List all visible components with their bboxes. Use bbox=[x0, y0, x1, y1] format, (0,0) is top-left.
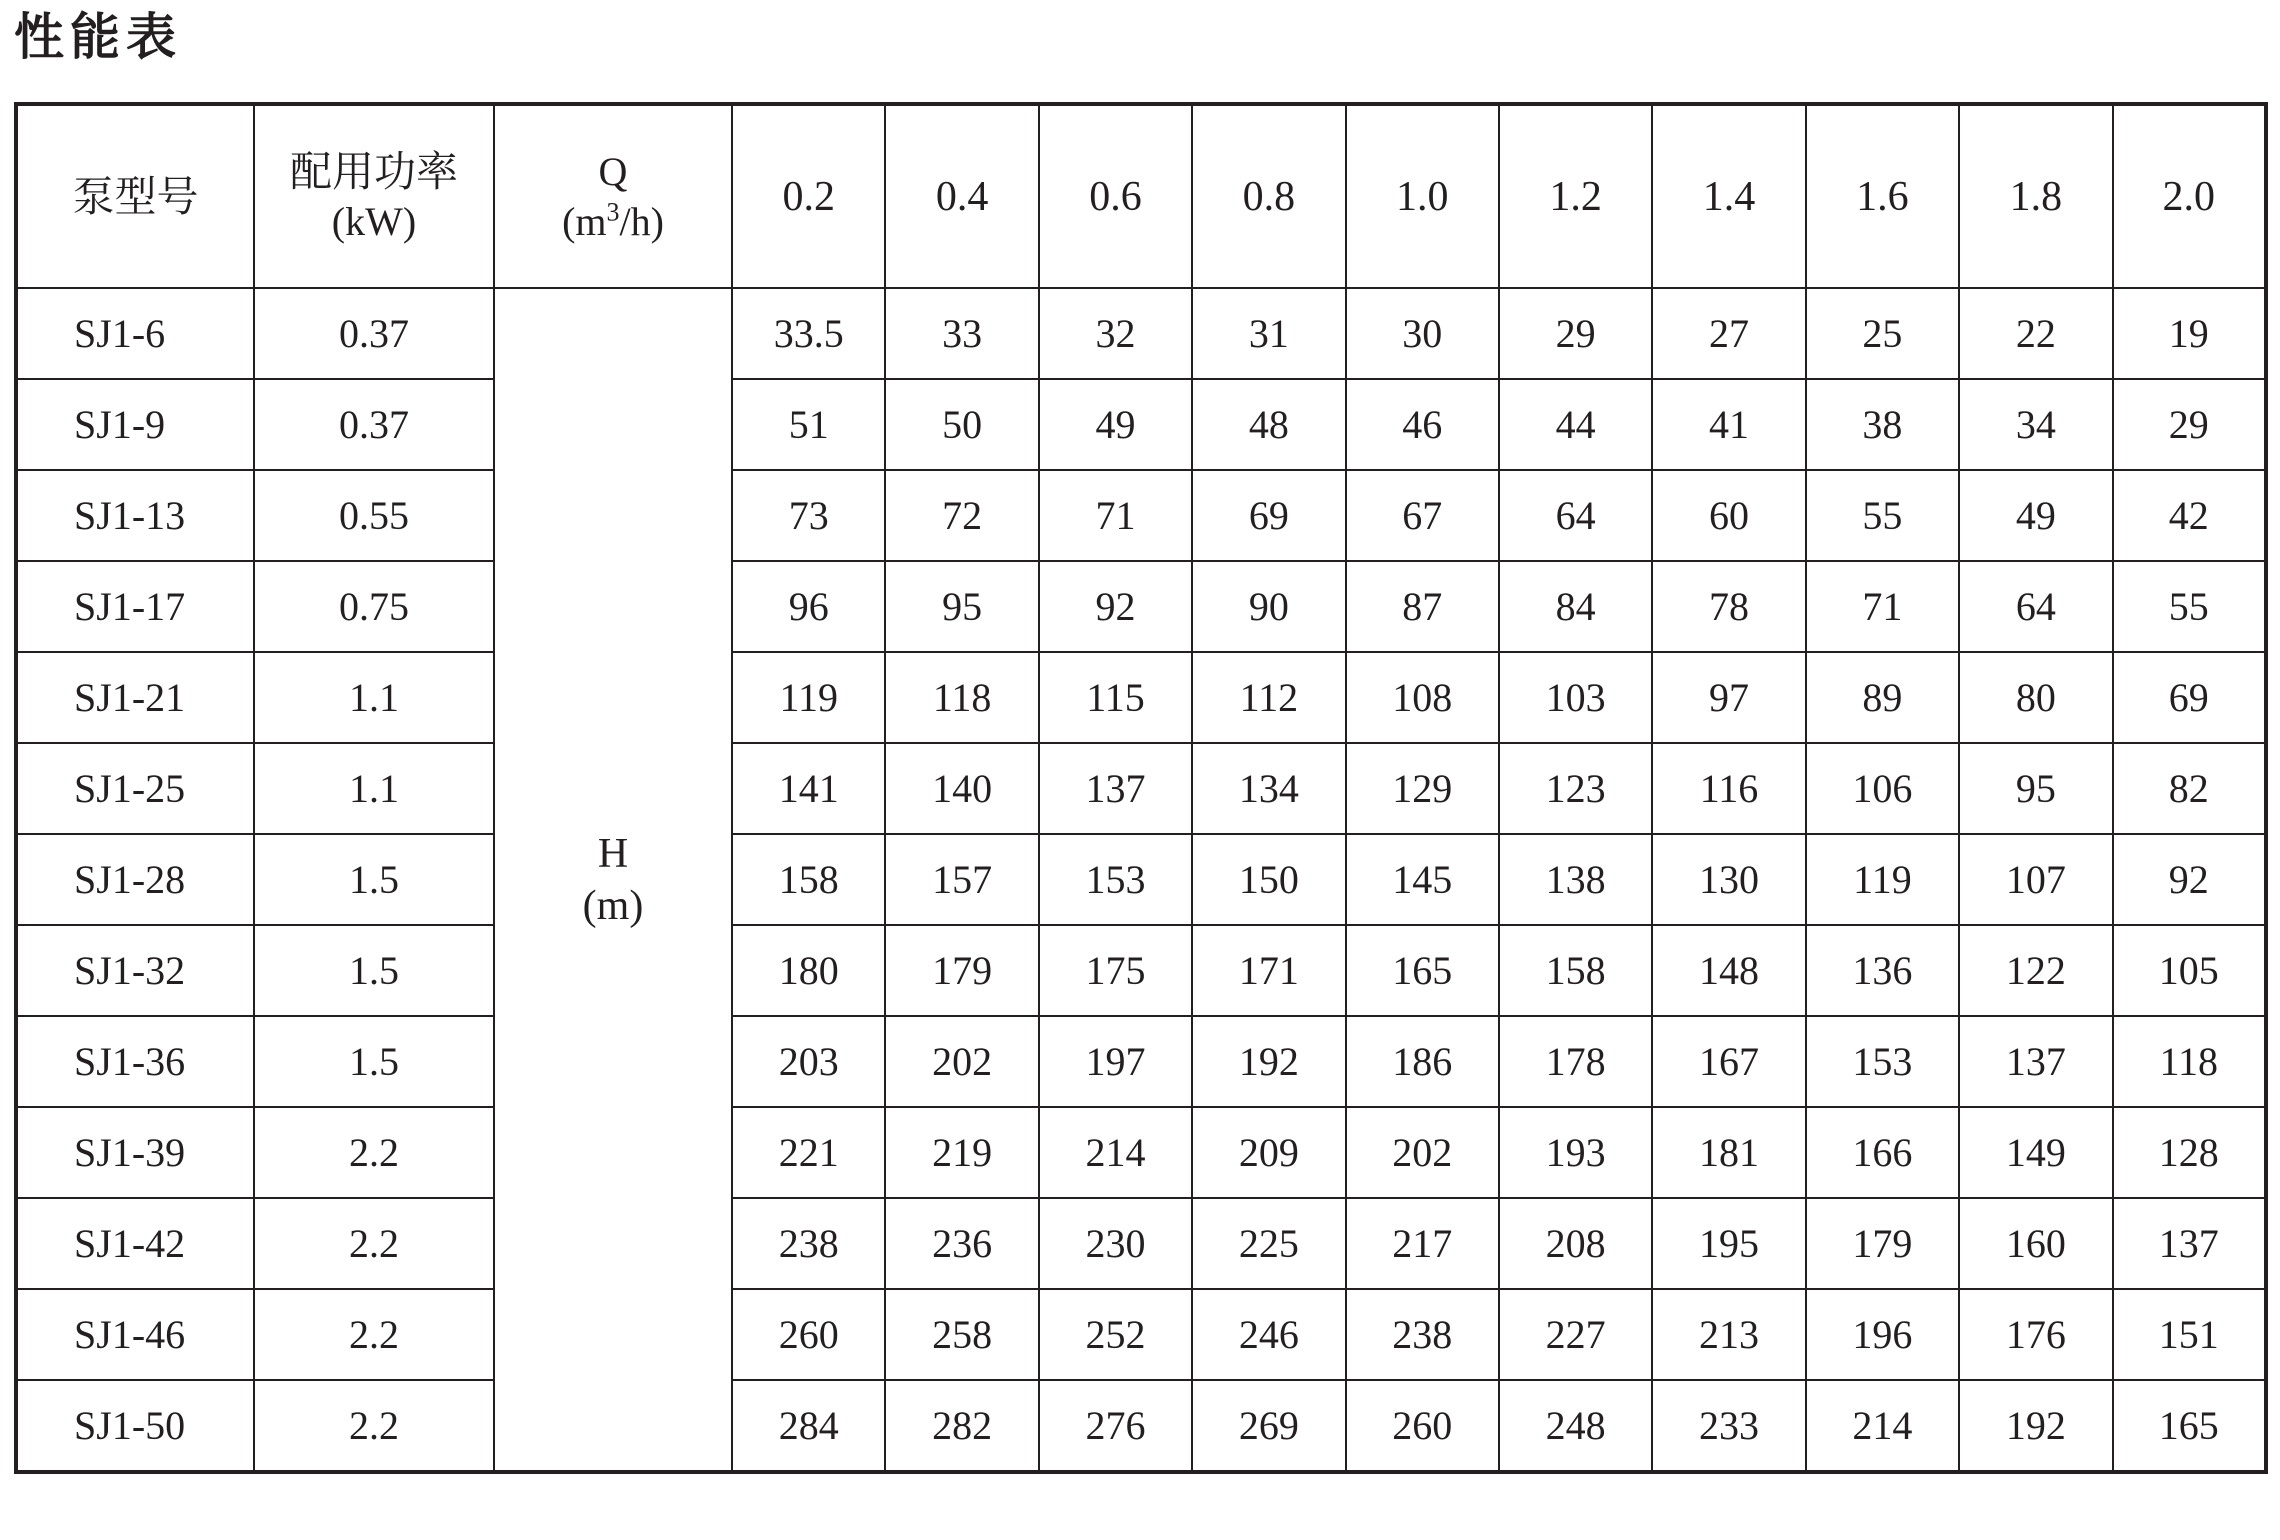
table-row bbox=[16, 1198, 2266, 1289]
head-value-cell: 116 bbox=[1652, 743, 1805, 834]
power-cell: 0.37 bbox=[254, 379, 494, 470]
head-value-cell: 89 bbox=[1806, 652, 1959, 743]
head-value-cell: 82 bbox=[2113, 743, 2266, 834]
head-value-cell: 134 bbox=[1192, 743, 1345, 834]
head-value-cell: 145 bbox=[1346, 834, 1499, 925]
pump-model-cell: SJ1-13 bbox=[16, 470, 254, 561]
head-value-cell: 22 bbox=[1959, 288, 2112, 379]
head-value-cell: 95 bbox=[1959, 743, 2112, 834]
head-value-cell: 97 bbox=[1652, 652, 1805, 743]
head-value-cell: 236 bbox=[885, 1198, 1038, 1289]
head-value-cell: 269 bbox=[1192, 1380, 1345, 1472]
pump-model-cell: SJ1-42 bbox=[16, 1198, 254, 1289]
power-cell: 0.55 bbox=[254, 470, 494, 561]
power-cell: 2.2 bbox=[254, 1380, 494, 1472]
head-value-cell: 95 bbox=[885, 561, 1038, 652]
head-value-cell: 158 bbox=[732, 834, 885, 925]
head-value-cell: 217 bbox=[1346, 1198, 1499, 1289]
head-value-cell: 214 bbox=[1806, 1380, 1959, 1472]
head-value-cell: 171 bbox=[1192, 925, 1345, 1016]
head-value-cell: 282 bbox=[885, 1380, 1038, 1472]
pump-model-cell: SJ1-6 bbox=[16, 288, 254, 379]
head-value-cell: 128 bbox=[2113, 1107, 2266, 1198]
power-label: 配用功率 bbox=[289, 146, 458, 196]
head-value-cell: 148 bbox=[1652, 925, 1805, 1016]
table-row bbox=[16, 834, 2266, 925]
head-value-cell: 213 bbox=[1652, 1289, 1805, 1380]
head-value-cell: 50 bbox=[885, 379, 1038, 470]
head-value-cell: 29 bbox=[1499, 288, 1652, 379]
flow-unit-superscript: 3 bbox=[606, 197, 620, 227]
head-value-cell: 181 bbox=[1652, 1107, 1805, 1198]
head-value-cell: 208 bbox=[1499, 1198, 1652, 1289]
power-unit: (kW) bbox=[331, 198, 417, 244]
pump-model-cell: SJ1-28 bbox=[16, 834, 254, 925]
flow-value-header: 1.4 bbox=[1652, 104, 1805, 288]
head-value-cell: 48 bbox=[1192, 379, 1345, 470]
head-value-cell: 248 bbox=[1499, 1380, 1652, 1472]
head-value-cell: 73 bbox=[732, 470, 885, 561]
head-value-cell: 55 bbox=[2113, 561, 2266, 652]
head-label-cell bbox=[494, 288, 732, 1472]
table-row bbox=[16, 561, 2266, 652]
head-value-cell: 34 bbox=[1959, 379, 2112, 470]
head-value-cell: 106 bbox=[1806, 743, 1959, 834]
flow-label: Q bbox=[598, 148, 628, 194]
head-value-cell: 166 bbox=[1806, 1107, 1959, 1198]
head-value-cell: 150 bbox=[1192, 834, 1345, 925]
head-value-cell: 192 bbox=[1959, 1380, 2112, 1472]
power-cell: 0.37 bbox=[254, 288, 494, 379]
head-value-cell: 227 bbox=[1499, 1289, 1652, 1380]
head-value-cell: 32 bbox=[1039, 288, 1192, 379]
pump-model-cell: SJ1-36 bbox=[16, 1016, 254, 1107]
flow-value-header: 1.6 bbox=[1806, 104, 1959, 288]
head-value-cell: 151 bbox=[2113, 1289, 2266, 1380]
head-value-cell: 178 bbox=[1499, 1016, 1652, 1107]
head-value-cell: 55 bbox=[1806, 470, 1959, 561]
head-value-cell: 238 bbox=[732, 1198, 885, 1289]
table-row bbox=[16, 925, 2266, 1016]
flow-unit-suffix: /h) bbox=[619, 198, 664, 244]
head-value-cell: 31 bbox=[1192, 288, 1345, 379]
pump-model-cell: SJ1-17 bbox=[16, 561, 254, 652]
head-value-cell: 219 bbox=[885, 1107, 1038, 1198]
flow-value-header: 0.8 bbox=[1192, 104, 1345, 288]
head-value-cell: 284 bbox=[732, 1380, 885, 1472]
head-value-cell: 196 bbox=[1806, 1289, 1959, 1380]
head-value-cell: 30 bbox=[1346, 288, 1499, 379]
flow-value-header: 0.6 bbox=[1039, 104, 1192, 288]
power-cell: 1.5 bbox=[254, 925, 494, 1016]
head-value-cell: 214 bbox=[1039, 1107, 1192, 1198]
head-value-cell: 41 bbox=[1652, 379, 1805, 470]
flow-value-header: 1.8 bbox=[1959, 104, 2112, 288]
head-value-cell: 19 bbox=[2113, 288, 2266, 379]
power-cell: 1.5 bbox=[254, 834, 494, 925]
pump-model-cell: SJ1-39 bbox=[16, 1107, 254, 1198]
head-value-cell: 203 bbox=[732, 1016, 885, 1107]
power-cell: 2.2 bbox=[254, 1107, 494, 1198]
head-value-cell: 46 bbox=[1346, 379, 1499, 470]
pump-model-cell: SJ1-25 bbox=[16, 743, 254, 834]
head-value-cell: 51 bbox=[732, 379, 885, 470]
head-value-cell: 118 bbox=[885, 652, 1038, 743]
head-value-cell: 136 bbox=[1806, 925, 1959, 1016]
head-value-cell: 33 bbox=[885, 288, 1038, 379]
head-value-cell: 78 bbox=[1652, 561, 1805, 652]
table-row bbox=[16, 652, 2266, 743]
head-value-cell: 238 bbox=[1346, 1289, 1499, 1380]
head-value-cell: 71 bbox=[1039, 470, 1192, 561]
head-value-cell: 112 bbox=[1192, 652, 1345, 743]
head-value-cell: 138 bbox=[1499, 834, 1652, 925]
head-value-cell: 64 bbox=[1499, 470, 1652, 561]
head-value-cell: 179 bbox=[885, 925, 1038, 1016]
head-value-cell: 49 bbox=[1039, 379, 1192, 470]
head-value-cell: 29 bbox=[2113, 379, 2266, 470]
head-value-cell: 202 bbox=[885, 1016, 1038, 1107]
head-value-cell: 80 bbox=[1959, 652, 2112, 743]
pump-model-cell: SJ1-32 bbox=[16, 925, 254, 1016]
column-header-power bbox=[254, 104, 494, 288]
head-value-cell: 44 bbox=[1499, 379, 1652, 470]
head-value-cell: 60 bbox=[1652, 470, 1805, 561]
head-value-cell: 71 bbox=[1806, 561, 1959, 652]
head-value-cell: 119 bbox=[732, 652, 885, 743]
table-row bbox=[16, 379, 2266, 470]
table-row bbox=[16, 1107, 2266, 1198]
head-value-cell: 193 bbox=[1499, 1107, 1652, 1198]
head-value-cell: 197 bbox=[1039, 1016, 1192, 1107]
head-value-cell: 137 bbox=[2113, 1198, 2266, 1289]
column-header-flow bbox=[494, 104, 732, 288]
column-header-model: 泵型号 bbox=[16, 104, 254, 288]
head-value-cell: 118 bbox=[2113, 1016, 2266, 1107]
head-value-cell: 192 bbox=[1192, 1016, 1345, 1107]
head-value-cell: 276 bbox=[1039, 1380, 1192, 1472]
pump-model-cell: SJ1-50 bbox=[16, 1380, 254, 1472]
table-row bbox=[16, 288, 2266, 379]
performance-table bbox=[14, 102, 2268, 1474]
table-row bbox=[16, 1380, 2266, 1472]
table-body bbox=[16, 288, 2266, 1472]
head-value-cell: 158 bbox=[1499, 925, 1652, 1016]
head-value-cell: 67 bbox=[1346, 470, 1499, 561]
head-value-cell: 176 bbox=[1959, 1289, 2112, 1380]
head-value-cell: 130 bbox=[1652, 834, 1805, 925]
head-value-cell: 195 bbox=[1652, 1198, 1805, 1289]
head-value-cell: 140 bbox=[885, 743, 1038, 834]
head-value-cell: 107 bbox=[1959, 834, 2112, 925]
flow-value-header: 1.2 bbox=[1499, 104, 1652, 288]
flow-value-header: 2.0 bbox=[2113, 104, 2266, 288]
head-value-cell: 230 bbox=[1039, 1198, 1192, 1289]
head-value-cell: 92 bbox=[2113, 834, 2266, 925]
head-value-cell: 149 bbox=[1959, 1107, 2112, 1198]
head-value-cell: 123 bbox=[1499, 743, 1652, 834]
head-value-cell: 38 bbox=[1806, 379, 1959, 470]
head-value-cell: 92 bbox=[1039, 561, 1192, 652]
power-cell: 1.1 bbox=[254, 652, 494, 743]
head-value-cell: 252 bbox=[1039, 1289, 1192, 1380]
head-value-cell: 27 bbox=[1652, 288, 1805, 379]
head-value-cell: 167 bbox=[1652, 1016, 1805, 1107]
head-value-cell: 137 bbox=[1959, 1016, 2112, 1107]
head-value-cell: 64 bbox=[1959, 561, 2112, 652]
page-title: 性能表 bbox=[14, 8, 182, 66]
head-value-cell: 179 bbox=[1806, 1198, 1959, 1289]
head-value-cell: 87 bbox=[1346, 561, 1499, 652]
head-value-cell: 202 bbox=[1346, 1107, 1499, 1198]
head-value-cell: 137 bbox=[1039, 743, 1192, 834]
pump-model-cell: SJ1-21 bbox=[16, 652, 254, 743]
table-row bbox=[16, 743, 2266, 834]
head-value-cell: 153 bbox=[1806, 1016, 1959, 1107]
table-row bbox=[16, 1289, 2266, 1380]
head-value-cell: 225 bbox=[1192, 1198, 1345, 1289]
head-unit: (m) bbox=[582, 882, 644, 929]
head-value-cell: 72 bbox=[885, 470, 1038, 561]
head-value-cell: 84 bbox=[1499, 561, 1652, 652]
pump-model-cell: SJ1-46 bbox=[16, 1289, 254, 1380]
head-value-cell: 209 bbox=[1192, 1107, 1345, 1198]
head-value-cell: 157 bbox=[885, 834, 1038, 925]
head-value-cell: 115 bbox=[1039, 652, 1192, 743]
flow-value-header: 0.4 bbox=[885, 104, 1038, 288]
head-value-cell: 25 bbox=[1806, 288, 1959, 379]
flow-unit bbox=[495, 197, 731, 247]
head-value-cell: 69 bbox=[2113, 652, 2266, 743]
head-value-cell: 96 bbox=[732, 561, 885, 652]
head-value-cell: 42 bbox=[2113, 470, 2266, 561]
head-value-cell: 103 bbox=[1499, 652, 1652, 743]
head-value-cell: 180 bbox=[732, 925, 885, 1016]
flow-value-header: 0.2 bbox=[732, 104, 885, 288]
table-row bbox=[16, 1016, 2266, 1107]
head-value-cell: 160 bbox=[1959, 1198, 2112, 1289]
head-value-cell: 129 bbox=[1346, 743, 1499, 834]
flow-value-header: 1.0 bbox=[1346, 104, 1499, 288]
head-value-cell: 260 bbox=[1346, 1380, 1499, 1472]
head-label: H bbox=[597, 830, 629, 877]
pump-model-cell: SJ1-9 bbox=[16, 379, 254, 470]
head-value-cell: 105 bbox=[2113, 925, 2266, 1016]
head-value-cell: 90 bbox=[1192, 561, 1345, 652]
head-value-cell: 153 bbox=[1039, 834, 1192, 925]
head-value-cell: 221 bbox=[732, 1107, 885, 1198]
power-cell: 2.2 bbox=[254, 1198, 494, 1289]
head-value-cell: 175 bbox=[1039, 925, 1192, 1016]
table-row bbox=[16, 470, 2266, 561]
head-value-cell: 49 bbox=[1959, 470, 2112, 561]
head-value-cell: 186 bbox=[1346, 1016, 1499, 1107]
flow-unit-prefix: (m bbox=[562, 198, 607, 244]
head-value-cell: 233 bbox=[1652, 1380, 1805, 1472]
power-cell: 0.75 bbox=[254, 561, 494, 652]
head-value-cell: 165 bbox=[2113, 1380, 2266, 1472]
head-value-cell: 69 bbox=[1192, 470, 1345, 561]
head-value-cell: 108 bbox=[1346, 652, 1499, 743]
table-header-row bbox=[16, 104, 2266, 288]
power-cell: 1.1 bbox=[254, 743, 494, 834]
head-value-cell: 165 bbox=[1346, 925, 1499, 1016]
head-value-cell: 33.5 bbox=[732, 288, 885, 379]
head-value-cell: 258 bbox=[885, 1289, 1038, 1380]
head-value-cell: 141 bbox=[732, 743, 885, 834]
power-cell: 2.2 bbox=[254, 1289, 494, 1380]
head-value-cell: 122 bbox=[1959, 925, 2112, 1016]
power-cell: 1.5 bbox=[254, 1016, 494, 1107]
head-value-cell: 246 bbox=[1192, 1289, 1345, 1380]
head-value-cell: 260 bbox=[732, 1289, 885, 1380]
head-value-cell: 119 bbox=[1806, 834, 1959, 925]
